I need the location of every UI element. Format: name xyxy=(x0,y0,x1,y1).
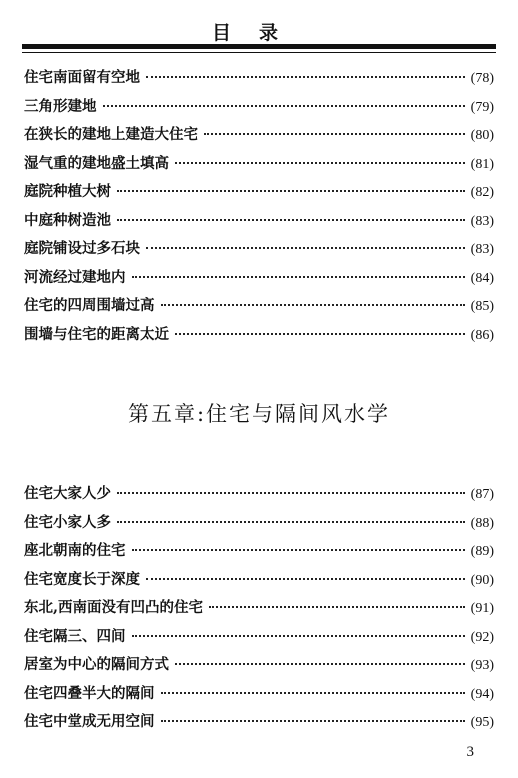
dot-leader xyxy=(175,663,465,665)
toc-entry-page-number: (82) xyxy=(470,185,494,200)
header-rule-thick xyxy=(22,44,496,49)
toc-entry[interactable] xyxy=(24,294,494,323)
toc-entry[interactable] xyxy=(24,568,494,597)
toc-entry-title: 住宅四叠半大的隔间 xyxy=(24,684,155,702)
toc-entry[interactable] xyxy=(24,237,494,266)
toc-entry-page-number: (84) xyxy=(470,270,494,286)
dot-leader xyxy=(175,333,465,335)
toc-entry[interactable] xyxy=(24,66,494,95)
dot-leader xyxy=(175,162,465,164)
toc-entry-title: 三角形建地 xyxy=(24,97,97,115)
toc-entry-title: 住宅中堂成无用空间 xyxy=(24,713,155,730)
toc-entry-page-number: (87) xyxy=(470,487,494,502)
toc-list-section-b xyxy=(24,482,494,739)
toc-entry-title: 湿气重的建地盛土填高 xyxy=(24,154,169,172)
toc-entry-page-number: (91) xyxy=(470,601,494,616)
toc-entry[interactable] xyxy=(24,596,494,625)
dot-leader xyxy=(117,492,465,494)
toc-entry[interactable] xyxy=(24,625,494,654)
dot-leader xyxy=(209,606,465,608)
dot-leader xyxy=(146,578,465,580)
page-header-title: 目录 xyxy=(211,22,306,44)
toc-entry[interactable] xyxy=(24,209,494,238)
dot-leader xyxy=(117,219,465,221)
toc-entry-title: 住宅小家人多 xyxy=(24,513,111,531)
toc-entry-title: 居室为中心的隔间方式 xyxy=(24,656,169,673)
chapter-heading: 第五章:住宅与隔间风水学 xyxy=(127,402,391,426)
toc-entry-page-number: (94) xyxy=(470,686,494,702)
toc-entry-title: 河流经过建地内 xyxy=(24,268,126,286)
dot-leader xyxy=(132,635,465,637)
toc-entry-page-number: (90) xyxy=(470,572,494,588)
dot-leader xyxy=(132,549,465,551)
toc-entry-page-number: (93) xyxy=(470,658,494,673)
toc-entry[interactable] xyxy=(24,152,494,181)
toc-entry-title: 住宅大家人少 xyxy=(24,485,111,502)
dot-leader xyxy=(146,76,465,78)
toc-entry[interactable] xyxy=(24,95,494,124)
toc-entry-page-number: (89) xyxy=(470,544,494,559)
dot-leader xyxy=(161,720,465,722)
toc-entry[interactable] xyxy=(24,682,494,711)
toc-entry-title: 住宅南面留有空地 xyxy=(24,69,140,86)
toc-entry[interactable] xyxy=(24,123,494,152)
toc-entry-page-number: (92) xyxy=(470,629,494,645)
toc-entry[interactable] xyxy=(24,539,494,568)
toc-entry-page-number: (80) xyxy=(470,128,494,143)
toc-entry-page-number: (83) xyxy=(470,213,494,229)
dot-leader xyxy=(117,190,465,192)
toc-entry-title: 中庭种树造池 xyxy=(24,211,111,229)
toc-entry-title: 座北朝南的住宅 xyxy=(24,542,126,559)
toc-entry[interactable] xyxy=(24,653,494,682)
toc-entry-page-number: (81) xyxy=(470,156,494,172)
toc-entry[interactable] xyxy=(24,710,494,739)
toc-entry[interactable] xyxy=(24,180,494,209)
toc-entry-title: 住宅的四周围墙过高 xyxy=(24,297,155,314)
toc-entry[interactable] xyxy=(24,323,494,352)
toc-entry-title: 住宅宽度长于深度 xyxy=(24,570,140,588)
toc-entry[interactable] xyxy=(24,266,494,295)
dot-leader xyxy=(103,105,465,107)
toc-entry-title: 围墙与住宅的距离太近 xyxy=(24,325,169,343)
dot-leader xyxy=(204,133,465,135)
toc-entry-page-number: (88) xyxy=(470,515,494,531)
toc-entry-page-number: (79) xyxy=(470,99,494,115)
toc-entry-title: 庭院铺设过多石块 xyxy=(24,240,140,257)
dot-leader xyxy=(146,247,465,249)
toc-entry-title: 在狭长的建地上建造大住宅 xyxy=(24,126,198,143)
toc-entry-title: 庭院种植大树 xyxy=(24,183,111,200)
page-number: 3 xyxy=(466,744,474,760)
toc-entry-page-number: (85) xyxy=(470,299,494,314)
toc-entry-title: 东北,西南面没有凹凸的住宅 xyxy=(24,599,204,616)
dot-leader xyxy=(132,276,465,278)
dot-leader xyxy=(161,692,465,694)
toc-list-section-a xyxy=(24,66,494,351)
toc-entry[interactable] xyxy=(24,482,494,511)
toc-entry-page-number: (83) xyxy=(470,242,494,257)
toc-entry[interactable] xyxy=(24,511,494,540)
toc-entry-page-number: (95) xyxy=(470,715,494,730)
dot-leader xyxy=(117,521,465,523)
header-rule-thin xyxy=(22,52,496,53)
toc-entry-title: 住宅隔三、四间 xyxy=(24,627,126,645)
dot-leader xyxy=(161,304,465,306)
toc-entry-page-number: (78) xyxy=(470,71,494,86)
toc-entry-page-number: (86) xyxy=(470,327,494,343)
